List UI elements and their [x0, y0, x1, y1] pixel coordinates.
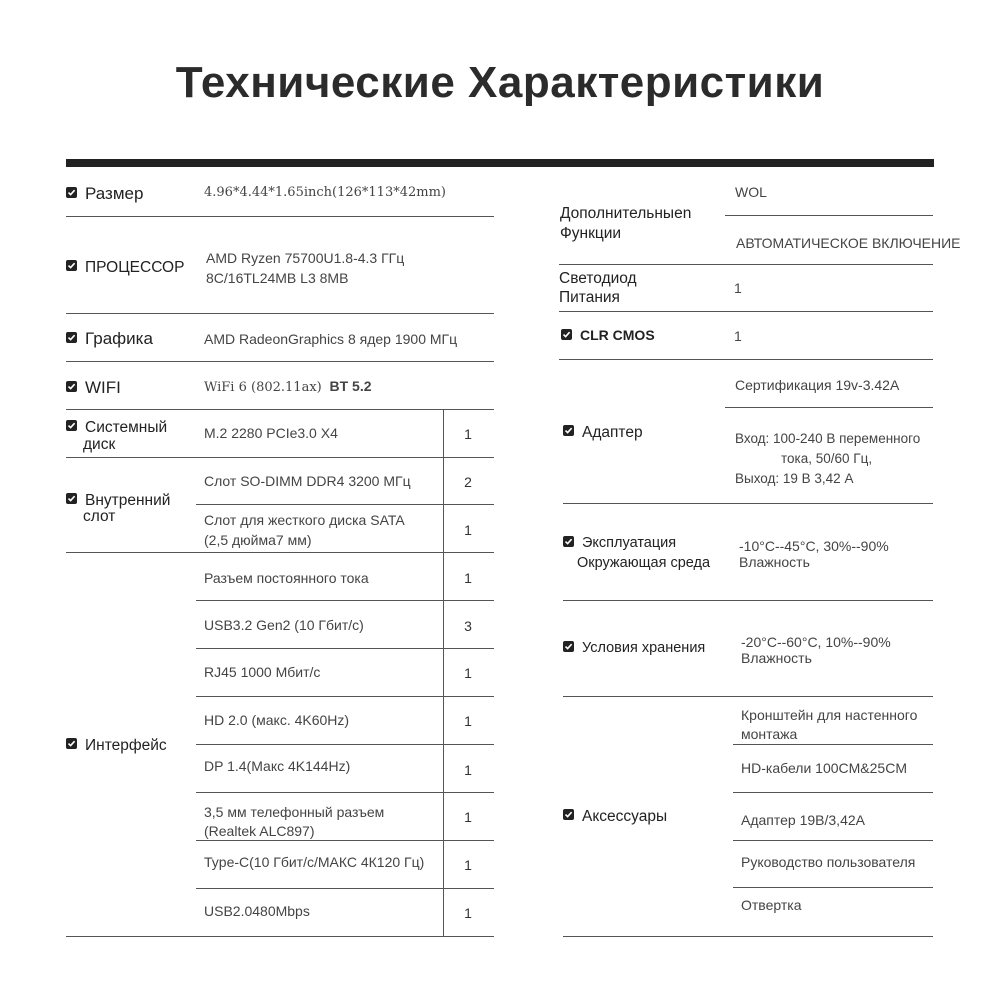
row-divider	[563, 696, 933, 697]
checkbox-checked-icon	[563, 641, 574, 652]
clr-label: CLR CMOS	[561, 326, 655, 345]
header-divider	[66, 159, 934, 167]
checkbox-checked-icon	[66, 493, 77, 504]
interface-item: HD 2.0 (макс. 4K60Hz)	[204, 712, 350, 728]
row-divider	[66, 457, 494, 458]
interface-item-count: 1	[464, 570, 472, 586]
accessories-label: Аксессуары	[563, 807, 667, 827]
row-divider	[733, 792, 933, 793]
accessory-item: Кронштейн для настенного	[741, 707, 918, 723]
disk-value: M.2 2280 PCIe3.0 X4	[204, 425, 338, 441]
row-divider	[725, 407, 933, 408]
table-bottom-line	[66, 936, 494, 937]
extra-item-autostart: АВТОМАТИЧЕСКОЕ ВКЛЮЧЕНИЕ	[736, 235, 961, 251]
clr-value: 1	[734, 328, 742, 344]
led-value: 1	[734, 280, 742, 296]
row-divider	[196, 648, 494, 649]
wifi-value: WiFi 6 (802.11ax) BT 5.2	[204, 378, 372, 395]
interface-item-line2: (Realtek ALC897)	[204, 823, 315, 839]
disk-count: 1	[464, 426, 472, 442]
interface-item-count: 1	[464, 857, 472, 873]
checkbox-checked-icon	[563, 425, 574, 436]
accessory-item: HD-кабели 100CM&25CM	[741, 760, 907, 776]
row-divider	[733, 744, 933, 745]
led-label-line1: Светодиод	[559, 270, 637, 287]
interface-label: Интерфейс	[66, 736, 167, 756]
extra-item-wol: WOL	[735, 184, 767, 200]
operation-label-line2: Окружающая среда	[577, 555, 711, 571]
adapter-output: Выход: 19 В 3,42 А	[735, 471, 854, 486]
row-divider	[196, 744, 494, 745]
cpu-label: ПРОЦЕССОР	[66, 258, 184, 278]
interface-item-count: 1	[464, 809, 472, 825]
interface-item-count: 3	[464, 618, 472, 634]
slot-label-line2: слот	[83, 508, 116, 525]
row-divider	[733, 840, 933, 841]
checkbox-checked-icon	[66, 187, 77, 198]
cpu-value-line1: AMD Ryzen 75700U1.8-4.3 ГГц	[206, 250, 405, 266]
row-divider	[563, 600, 933, 601]
accessory-item-line2: монтажа	[741, 726, 798, 742]
operation-value-line1: -10°C--45°C, 30%--90%	[739, 538, 889, 554]
checkbox-checked-icon	[563, 809, 574, 820]
accessory-item: Руководство пользователя	[741, 854, 916, 870]
checkbox-checked-icon	[66, 260, 77, 271]
slot-item-2-line1: Слот для жесткого диска SATA	[204, 512, 405, 528]
disk-label-line2: диск	[83, 436, 116, 453]
adapter-input-line1: Вход: 100-240 В переменного	[735, 431, 921, 446]
wifi-label: WIFI	[66, 379, 121, 397]
interface-item: 3,5 мм телефонный разъем	[204, 804, 385, 820]
interface-item-count: 1	[464, 665, 472, 681]
interface-item: Type-C(10 Гбит/с/МАКС 4К120 Гц)	[204, 854, 425, 870]
checkbox-checked-icon	[66, 381, 77, 392]
row-divider	[559, 359, 933, 360]
size-value: 4.96*4.44*1.65inch(126*113*42mm)	[204, 185, 446, 200]
checkbox-checked-icon	[66, 332, 77, 343]
row-divider	[66, 216, 494, 217]
slot-item-1-count: 2	[464, 474, 472, 490]
row-divider	[563, 503, 933, 504]
storage-value-line1: -20°C--60°C, 10%--90%	[741, 634, 891, 650]
slot-item-1: Слот SO-DIMM DDR4 3200 МГц	[204, 473, 411, 489]
row-divider	[725, 215, 933, 216]
adapter-cert: Сертификация 19v-3.42A	[735, 377, 900, 393]
storage-label: Условия хранения	[563, 639, 705, 658]
column-divider	[443, 409, 444, 936]
operation-label-line1: Эксплуатация	[563, 534, 676, 553]
interface-item-count: 1	[464, 905, 472, 921]
row-divider	[559, 264, 933, 265]
slot-item-2-count: 1	[464, 522, 472, 538]
checkbox-checked-icon	[561, 329, 572, 340]
row-divider	[196, 888, 494, 889]
accessory-item: Отвертка	[741, 897, 802, 913]
storage-value-line2: Влажность	[741, 650, 812, 666]
graphics-value: AMD RadeonGraphics 8 ядер 1900 МГц	[204, 331, 458, 347]
row-divider	[66, 552, 494, 553]
interface-item: DP 1.4(Макс 4K144Hz)	[204, 758, 351, 774]
adapter-input-line2: тока, 50/60 Гц,	[781, 451, 873, 466]
interface-item-count: 1	[464, 713, 472, 729]
row-divider	[196, 696, 494, 697]
row-divider	[196, 600, 494, 601]
row-divider	[66, 361, 494, 362]
page-title: Технические Характеристики	[175, 58, 825, 107]
interface-item: RJ45 1000 Мбит/с	[204, 664, 321, 680]
checkbox-checked-icon	[66, 420, 77, 431]
checkbox-checked-icon	[66, 738, 77, 749]
graphics-label: Графика	[66, 330, 153, 348]
row-divider	[733, 887, 933, 888]
row-divider	[559, 311, 933, 312]
extra-label-line1: Дополнительныеn	[560, 205, 692, 222]
interface-item: Разъем постоянного тока	[204, 570, 369, 586]
extra-label-line2: Функции	[560, 225, 622, 242]
row-divider	[66, 409, 494, 410]
checkbox-checked-icon	[563, 536, 574, 547]
slot-item-2-line2: (2,5 дюйма7 мм)	[204, 532, 312, 548]
accessory-item: Адаптер 19В/3,42А	[741, 812, 865, 828]
row-divider	[196, 792, 494, 793]
slot-label: Внутренний	[66, 491, 170, 511]
interface-item-count: 1	[464, 762, 472, 778]
size-label: Размер	[66, 185, 143, 203]
disk-label: Системный	[66, 418, 167, 438]
interface-item: USB2.0480Mbps	[204, 903, 310, 919]
cpu-value-line2: 8C/16TL24MB L3 8MB	[206, 270, 349, 286]
row-divider	[196, 504, 494, 505]
interface-item: USB3.2 Gen2 (10 Гбит/с)	[204, 617, 364, 633]
row-divider	[196, 840, 494, 841]
led-label-line2: Питания	[559, 289, 620, 306]
operation-value-line2: Влажность	[739, 554, 810, 570]
row-divider	[66, 313, 494, 314]
adapter-label: Адаптер	[563, 423, 643, 443]
table-bottom-line	[563, 936, 933, 937]
